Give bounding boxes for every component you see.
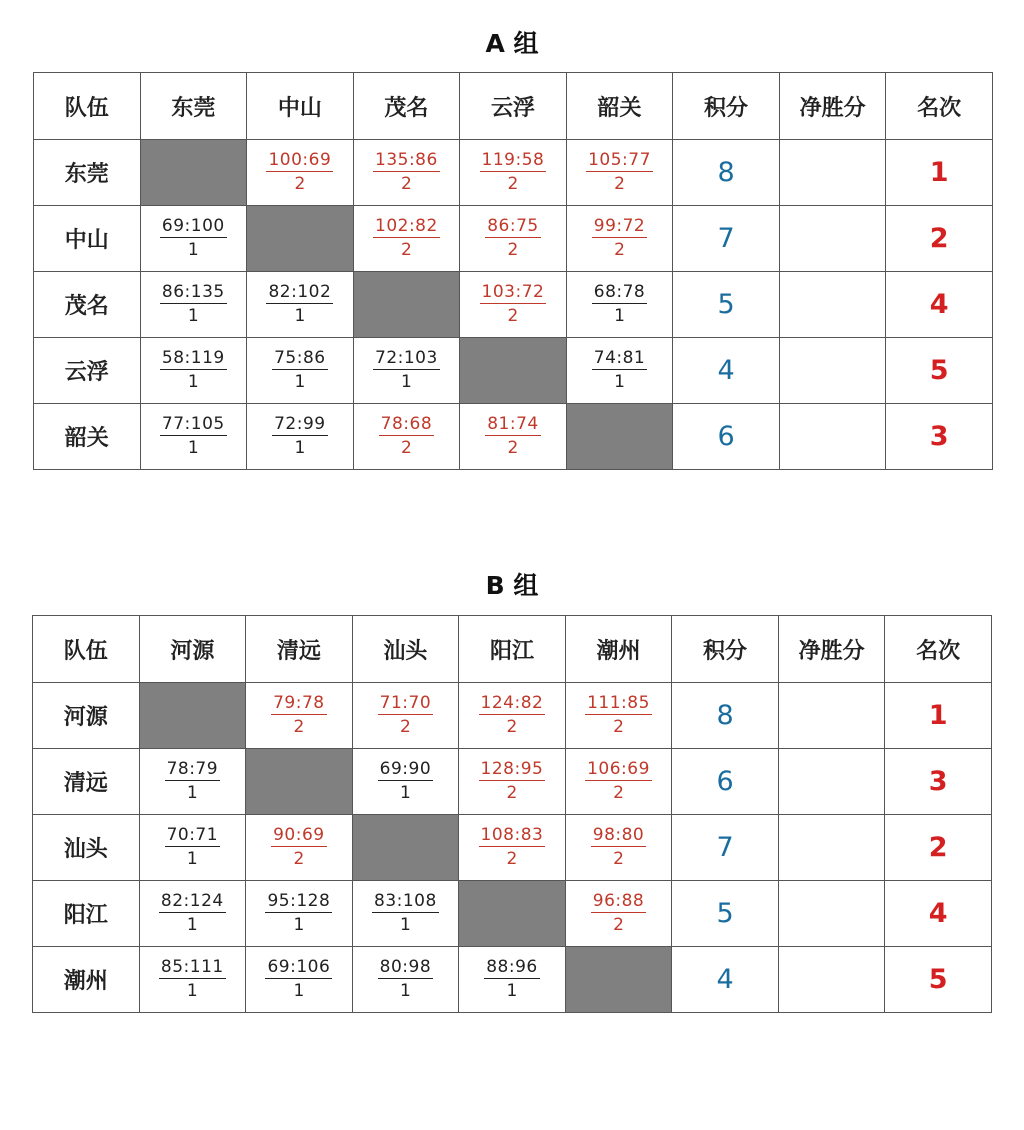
match-win	[567, 150, 673, 196]
match-score: 83:108	[374, 890, 437, 911]
match-score: 78:79	[166, 758, 219, 779]
match-points: 1	[614, 371, 625, 392]
total-points: 8	[672, 683, 779, 749]
match-score: 82:124	[160, 890, 224, 911]
match-points: 1	[400, 782, 411, 803]
match-result-cell	[460, 404, 567, 470]
net-points	[779, 404, 886, 470]
match-points: 1	[186, 782, 198, 803]
match-win	[459, 759, 565, 805]
match-result-cell	[353, 338, 460, 404]
column-header: 阳江	[459, 616, 566, 683]
column-header: 中山	[247, 73, 354, 140]
match-result-cell	[353, 140, 460, 206]
rank: 4	[886, 272, 993, 338]
team-row	[34, 272, 993, 338]
match-points: 1	[186, 914, 198, 935]
match-loss	[141, 348, 247, 394]
total-points: 8	[673, 140, 780, 206]
team-row	[33, 815, 992, 881]
net-points	[778, 947, 885, 1013]
match-points: 2	[506, 716, 518, 737]
column-header: 河源	[139, 616, 246, 683]
match-result-cell	[353, 206, 460, 272]
match-result-cell	[139, 947, 246, 1013]
match-score: 100:69	[268, 149, 332, 170]
match-win	[566, 891, 672, 937]
match-result-cell	[459, 815, 566, 881]
match-result-cell	[459, 947, 566, 1013]
match-score: 124:82	[480, 692, 544, 713]
total-points: 7	[673, 206, 780, 272]
column-header: 积分	[673, 73, 780, 140]
match-result-cell	[246, 947, 353, 1013]
match-score: 79:78	[273, 692, 325, 713]
team-name: 清远	[33, 749, 140, 815]
match-loss	[354, 348, 460, 394]
total-points: 5	[672, 881, 779, 947]
rank: 4	[885, 881, 992, 947]
match-score: 77:105	[161, 413, 225, 434]
match-result-cell	[352, 947, 459, 1013]
match-score: 78:68	[380, 413, 433, 434]
match-result-cell	[566, 272, 673, 338]
self-match-cell	[246, 749, 353, 815]
match-points: 2	[506, 782, 518, 803]
match-points: 1	[187, 305, 199, 326]
group-b-table	[32, 615, 992, 1013]
match-points: 2	[401, 173, 412, 194]
match-score: 99:72	[593, 215, 646, 236]
net-points	[778, 683, 885, 749]
rank: 5	[886, 338, 993, 404]
net-points	[778, 749, 885, 815]
match-result-cell	[140, 206, 247, 272]
match-result-cell	[246, 683, 353, 749]
match-score: 135:86	[375, 149, 438, 170]
match-points: 2	[293, 716, 305, 737]
team-row	[34, 140, 993, 206]
match-score: 58:119	[161, 347, 225, 368]
match-score: 106:69	[587, 758, 650, 779]
match-loss	[353, 759, 459, 805]
match-result-cell	[352, 881, 459, 947]
team-row	[34, 404, 993, 470]
rank: 5	[885, 947, 992, 1013]
rank: 2	[886, 206, 993, 272]
team-name: 韶关	[34, 404, 141, 470]
net-points	[778, 881, 885, 947]
match-score: 74:81	[593, 347, 646, 368]
self-match-cell	[140, 140, 247, 206]
match-result-cell	[565, 749, 672, 815]
team-row	[34, 338, 993, 404]
match-score: 103:72	[481, 281, 545, 302]
total-points: 7	[672, 815, 779, 881]
self-match-cell	[139, 683, 246, 749]
team-name: 中山	[34, 206, 141, 272]
team-name: 潮州	[33, 947, 140, 1013]
column-header: 名次	[886, 73, 993, 140]
match-score: 68:78	[593, 281, 646, 302]
match-score: 69:100	[161, 215, 225, 236]
total-points: 6	[672, 749, 779, 815]
self-match-cell	[247, 206, 354, 272]
match-result-cell	[140, 272, 247, 338]
match-result-cell	[460, 140, 567, 206]
match-win	[246, 825, 352, 871]
team-row	[33, 749, 992, 815]
match-score: 71:70	[379, 692, 432, 713]
match-loss	[246, 891, 352, 937]
match-loss	[247, 282, 353, 328]
match-points: 1	[186, 848, 198, 869]
team-name: 阳江	[33, 881, 140, 947]
match-points: 1	[400, 980, 411, 1001]
match-points: 2	[614, 173, 625, 194]
match-win	[460, 216, 566, 262]
total-points: 6	[673, 404, 780, 470]
match-win	[354, 150, 460, 196]
match-points: 1	[186, 980, 198, 1001]
match-points: 2	[613, 848, 624, 869]
match-points: 1	[614, 305, 625, 326]
match-result-cell	[565, 815, 672, 881]
match-score: 72:103	[375, 347, 438, 368]
match-score: 85:111	[160, 956, 224, 977]
match-points: 2	[613, 914, 624, 935]
match-result-cell	[247, 140, 354, 206]
match-loss	[140, 825, 246, 871]
match-points: 2	[507, 437, 519, 458]
match-win	[353, 693, 459, 739]
team-row	[33, 881, 992, 947]
self-match-cell	[353, 272, 460, 338]
match-result-cell	[246, 815, 353, 881]
match-result-cell	[565, 683, 672, 749]
match-score: 69:106	[267, 956, 331, 977]
match-score: 119:58	[481, 149, 545, 170]
match-points: 1	[293, 980, 305, 1001]
team-name: 云浮	[34, 338, 141, 404]
team-name: 汕头	[33, 815, 140, 881]
match-loss	[141, 414, 247, 460]
match-loss	[459, 957, 565, 1003]
column-header: 潮州	[565, 616, 672, 683]
net-points	[778, 815, 885, 881]
match-result-cell	[460, 206, 567, 272]
match-result-cell	[140, 404, 247, 470]
match-score: 96:88	[592, 890, 645, 911]
match-loss	[141, 282, 247, 328]
column-header: 积分	[672, 616, 779, 683]
match-result-cell	[566, 338, 673, 404]
match-win	[247, 150, 353, 196]
match-score: 86:75	[487, 215, 539, 236]
team-row	[33, 947, 992, 1013]
match-points: 1	[294, 371, 306, 392]
team-name: 茂名	[34, 272, 141, 338]
match-score: 111:85	[587, 692, 650, 713]
match-win	[566, 759, 672, 805]
match-score: 88:96	[486, 956, 538, 977]
match-score: 80:98	[379, 956, 432, 977]
match-result-cell	[246, 881, 353, 947]
match-points: 1	[400, 914, 411, 935]
match-score: 98:80	[592, 824, 645, 845]
self-match-cell	[460, 338, 567, 404]
column-header: 队伍	[34, 73, 141, 140]
match-loss	[140, 957, 246, 1003]
match-points: 1	[294, 305, 306, 326]
match-win	[460, 150, 566, 196]
column-header: 净胜分	[779, 73, 886, 140]
total-points: 4	[673, 338, 780, 404]
match-result-cell	[139, 815, 246, 881]
match-points: 2	[507, 239, 519, 260]
net-points	[779, 206, 886, 272]
match-loss	[247, 414, 353, 460]
match-win	[246, 693, 352, 739]
match-points: 2	[506, 848, 518, 869]
match-points: 2	[293, 848, 305, 869]
group-a-title: A 组	[485, 29, 539, 58]
match-result-cell	[566, 206, 673, 272]
match-result-cell	[459, 683, 566, 749]
header-row	[33, 616, 992, 683]
match-score: 90:69	[273, 824, 325, 845]
net-points	[779, 338, 886, 404]
match-result-cell	[566, 140, 673, 206]
column-header: 名次	[885, 616, 992, 683]
match-points: 2	[294, 173, 306, 194]
match-points: 2	[401, 239, 412, 260]
match-win	[460, 282, 566, 328]
match-score: 72:99	[274, 413, 326, 434]
column-header: 茂名	[353, 73, 460, 140]
match-score: 95:128	[267, 890, 331, 911]
match-loss	[353, 891, 459, 937]
match-score: 108:83	[480, 824, 544, 845]
match-score: 81:74	[487, 413, 539, 434]
column-header: 净胜分	[778, 616, 885, 683]
net-points	[779, 140, 886, 206]
rank: 3	[886, 404, 993, 470]
match-score: 69:90	[379, 758, 432, 779]
self-match-cell	[566, 404, 673, 470]
team-name: 河源	[33, 683, 140, 749]
column-header: 韶关	[566, 73, 673, 140]
match-win	[459, 693, 565, 739]
match-score: 82:102	[268, 281, 332, 302]
group-b-title: B 组	[485, 571, 539, 600]
match-points: 2	[614, 239, 625, 260]
column-header: 云浮	[460, 73, 567, 140]
match-result-cell	[140, 338, 247, 404]
match-loss	[353, 957, 459, 1003]
self-match-cell	[352, 815, 459, 881]
match-points: 2	[400, 716, 411, 737]
column-header: 东莞	[140, 73, 247, 140]
column-header: 汕头	[352, 616, 459, 683]
self-match-cell	[565, 947, 672, 1013]
match-win	[567, 216, 673, 262]
match-result-cell	[353, 404, 460, 470]
group-a-table	[33, 72, 993, 470]
match-points: 2	[613, 782, 624, 803]
rank: 1	[886, 140, 993, 206]
match-score: 105:77	[588, 149, 651, 170]
match-result-cell	[247, 272, 354, 338]
match-win	[459, 825, 565, 871]
match-points: 1	[401, 371, 412, 392]
team-row	[33, 683, 992, 749]
match-points: 2	[613, 716, 624, 737]
match-result-cell	[247, 404, 354, 470]
match-win	[566, 825, 672, 871]
match-win	[566, 693, 672, 739]
column-header: 清远	[246, 616, 353, 683]
rank: 1	[885, 683, 992, 749]
match-loss	[567, 282, 673, 328]
match-loss	[247, 348, 353, 394]
match-points: 1	[506, 980, 518, 1001]
match-score: 102:82	[375, 215, 438, 236]
match-points: 1	[294, 437, 306, 458]
total-points: 4	[672, 947, 779, 1013]
match-loss	[567, 348, 673, 394]
match-result-cell	[247, 338, 354, 404]
match-loss	[140, 759, 246, 805]
match-score: 75:86	[274, 347, 326, 368]
match-points: 2	[507, 305, 519, 326]
self-match-cell	[459, 881, 566, 947]
match-result-cell	[460, 272, 567, 338]
rank: 3	[885, 749, 992, 815]
match-loss	[246, 957, 352, 1003]
match-result-cell	[352, 749, 459, 815]
match-score: 128:95	[480, 758, 544, 779]
match-points: 2	[507, 173, 519, 194]
match-points: 1	[187, 371, 199, 392]
net-points	[779, 272, 886, 338]
header-row	[34, 73, 993, 140]
match-score: 86:135	[161, 281, 225, 302]
total-points: 5	[673, 272, 780, 338]
match-points: 1	[293, 914, 305, 935]
match-win	[354, 414, 460, 460]
team-row	[34, 206, 993, 272]
match-score: 70:71	[166, 824, 219, 845]
match-result-cell	[352, 683, 459, 749]
match-result-cell	[139, 881, 246, 947]
match-loss	[140, 891, 246, 937]
rank: 2	[885, 815, 992, 881]
match-win	[354, 216, 460, 262]
match-points: 2	[401, 437, 412, 458]
match-result-cell	[565, 881, 672, 947]
match-points: 1	[187, 239, 199, 260]
column-header: 队伍	[33, 616, 140, 683]
match-result-cell	[459, 749, 566, 815]
team-name: 东莞	[34, 140, 141, 206]
match-win	[460, 414, 566, 460]
match-loss	[141, 216, 247, 262]
match-points: 1	[187, 437, 199, 458]
match-result-cell	[139, 749, 246, 815]
